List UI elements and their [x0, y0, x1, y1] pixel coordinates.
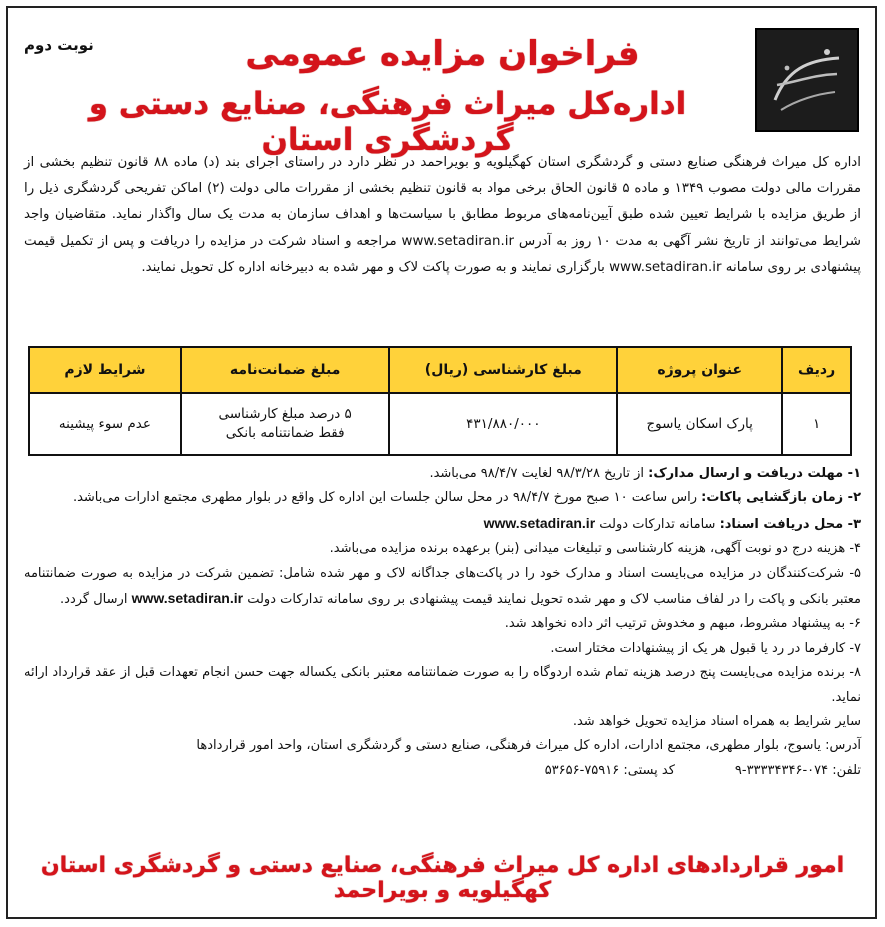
table-row [29, 393, 851, 455]
cell-appraisal-price: ۴۳۱/۸۸۰/۰۰۰ [389, 393, 617, 455]
address-line: آدرس: یاسوج، بلوار مطهری، مجتمع ادارات، اداره کل میراث فرهنگی، صنایع دستی و گردشگری استان، واحد امور قراردادها [196, 738, 861, 754]
header-row-number: ردیف [782, 347, 851, 393]
table-header-row [29, 347, 851, 393]
term-5-text: ۵- شرکت‌کنندگان در مزایده می‌بایست اسناد و مدارک خود را در پاکت‌های جداگانه لاک و مهر شده شامل: تضمین شرکت در مزایده به صورت ضمانتنامه معتبر بانکی و پاکت را در لفاف مناسب لاک و مهر شده تحویل نمایند قیمت پیشنهادی بر روی سامانه تدارکات دولت [24, 565, 861, 608]
term-1-label: ۱- مهلت دریافت و ارسال مدارک: [648, 466, 861, 481]
phone-number: ۰۷۴-۳۳۳۳۴۳۴۶-۹ [734, 762, 829, 778]
term-7: ۷- کارفرما در رد یا قبول هر یک از پیشنهادات مختار است. [550, 640, 861, 656]
notice-title: فراخوان مزایده عمومی [245, 34, 640, 74]
header-project-title: عنوان پروژه [617, 347, 782, 393]
term-3-website-link[interactable]: www.setadiran.ir [483, 514, 596, 531]
term-3-label: ۳- محل دریافت اسناد: [719, 516, 861, 532]
term-8: ۸- برنده مزایده می‌بایست پنج درصد هزینه تمام شده اردوگاه را به صورت ضمانتنامه معتبر بانکی یکساله جهت حسن انجام تعهدات قبل از عقد قرارداد ارائه نماید. [24, 665, 861, 705]
cell-required-conditions: عدم سوء پیشینه [29, 393, 181, 455]
intro-paragraph: اداره کل میراث فرهنگی صنایع دستی و گردشگری استان کهگیلویه و بویراحمد در نظر دارد در راستای اجرای بند (د) ماده ۸۸ قانون تنظیم بخشی از مقررات مالی دولت مصوب ۱۳۴۹ و ماده ۵ قانون الحاق برخی مواد به قانون تنظیم بخشی از مقررات مالی دولت (۲) اماکن تفریحی گردشگری ذیل را از طریق مزایده با شرایط تعیین شده طبق آیین‌نامه‌های مربوط مطابق با سیاست‌ها و اهداف سازمان به مدت یک سال واگذار نماید. متقاضیان واجد شرایط می‌توانند از تاریخ نشر آگهی به مدت ۱۰ روز به آدرس www.setadiran.ir مراجعه و اسناد شرکت در مزایده را دریافت و پس از تکمیل قیمت پیشنهادی بر روی سامانه www.setadiran.ir بارگزاری نمایند و به صورت پاکت لاک و مهر شده به دبیرخانه اداره کل تحویل نمایند. [24, 155, 861, 275]
cell-project-title: پارک اسکان یاسوج [617, 393, 782, 455]
term-4: ۴- هزینه درج دو نوبت آگهی، هزینه کارشناسی و تبلیغات میدانی (بنر) برعهده برنده مزایده می‌باشد. [329, 541, 861, 557]
term-2-text: راس ساعت ۱۰ صبح مورخ ۹۸/۴/۷ در محل سالن جلسات این اداره کل واقع در بلوار مطهری مجتمع ادارات می‌باشد. [72, 490, 702, 506]
postal-code-label: کد پستی: [619, 762, 675, 778]
postal-code: ۷۵۹۱۶-۵۳۶۵۶ [544, 762, 620, 778]
cell-guarantee-amount [181, 393, 390, 455]
terms-list [24, 462, 861, 783]
guarantee-line-2: فقط ضمانتنامه بانکی [225, 425, 345, 441]
header-appraisal-price: مبلغ کارشناسی (ریال) [389, 347, 617, 393]
term-1-text: از تاریخ ۹۸/۳/۲۸ لغایت ۹۸/۴/۷ می‌باشد. [429, 466, 649, 481]
term-2-label: ۲- زمان بازگشایی پاکات: [701, 490, 861, 506]
other-conditions: سایر شرایط به همراه اسناد مزایده تحویل خواهد شد. [572, 714, 861, 730]
term-5-website-link[interactable]: www.setadiran.ir [131, 590, 244, 607]
phone-label: تلفن: [828, 762, 861, 778]
round-label: نوبت دوم [24, 36, 94, 54]
term-5-tail: ارسال گردد. [60, 592, 132, 608]
contact-line [24, 759, 861, 783]
header-required-conditions: شرایط لازم [29, 347, 181, 393]
term-6: ۶- به پیشنهاد مشروط، مبهم و مخدوش ترتیب اثر داده نخواهد شد. [504, 616, 861, 632]
auction-items-table [28, 346, 852, 456]
term-1 [24, 462, 861, 486]
footer-issuer: امور قراردادهای اداره کل میراث فرهنگی، صنایع دستی و گردشگری استان کهگیلویه و بویراحمد [40, 853, 845, 903]
cell-row-number: ۱ [782, 393, 851, 455]
organization-title: اداره‌کل میراث فرهنگی، صنایع دستی و گردشگری استان [88, 86, 687, 158]
term-3-text: سامانه تدارکات دولت [595, 516, 720, 532]
guarantee-line-1: ۵ درصد مبلغ کارشناسی [218, 406, 352, 422]
term-5 [24, 562, 861, 613]
term-3 [24, 511, 861, 537]
term-2 [24, 486, 861, 510]
header-guarantee-amount: مبلغ ضمانت‌نامه [181, 347, 390, 393]
